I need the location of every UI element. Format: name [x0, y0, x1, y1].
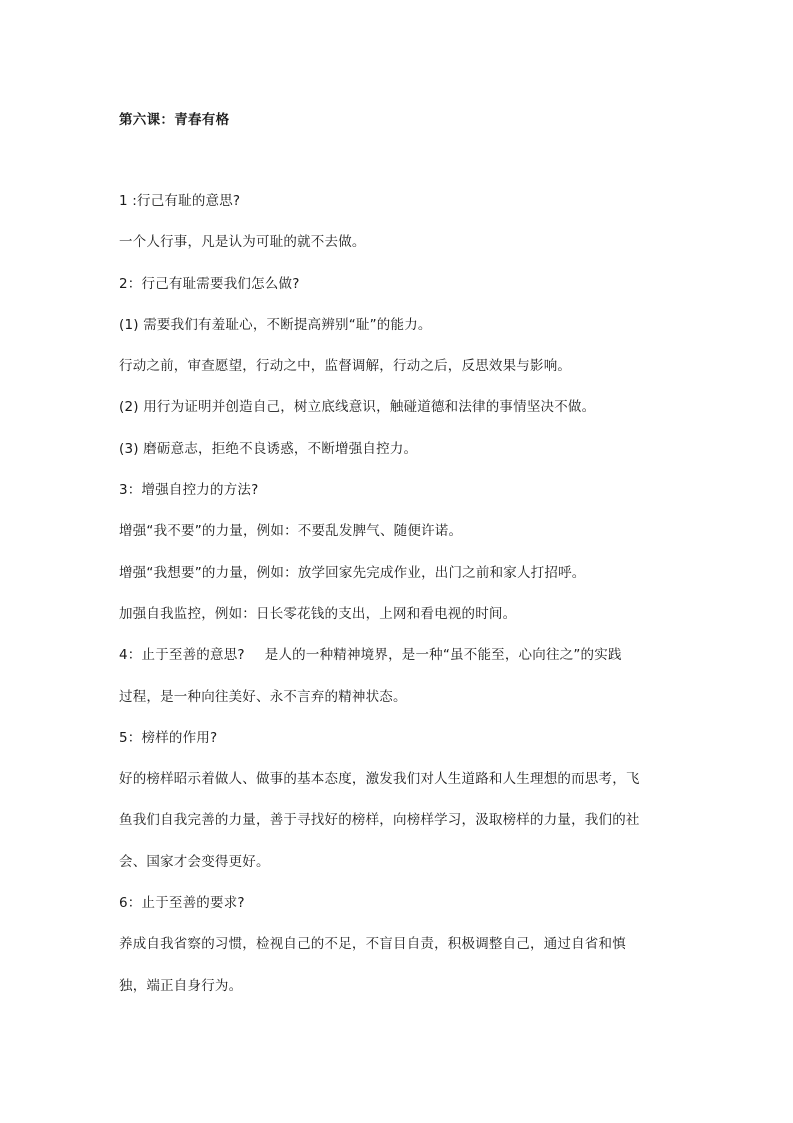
document-body — [119, 184, 679, 1010]
question-2: 2：行己有耻需要我们怎么做? — [119, 275, 300, 292]
question-6: 6：止于至善的要求? — [119, 895, 245, 912]
answer-5-line-3: 会、国家才会变得更好。 — [119, 853, 270, 870]
answer-3-item-2: 增强“我想要”的力量，例如：放学回家先完成作业，出门之前和家人打招呼。 — [119, 564, 586, 581]
answer-1: 一个人行事，凡是认为可耻的就不去做。 — [119, 234, 366, 251]
question-5: 5：榜样的作用? — [119, 729, 218, 746]
answer-2-point-3: (3) 磨砺意志，拒绝不良诱惑，不断增强自控力。 — [119, 440, 418, 457]
question-1: 1 :行己有耻的意思? — [119, 193, 241, 209]
question-4-line — [119, 638, 679, 679]
answer-6-line-2: 独，端正自身行为。 — [119, 977, 243, 994]
answer-5-line-2: 鱼我们自我完善的力量，善于寻找好的榜样，向榜样学习，汲取榜样的力量，我们的社 — [119, 812, 640, 829]
answer-3-item-3: 加强自我监控，例如：日长零花钱的支出，上网和看电视的时间。 — [119, 605, 517, 622]
answer-6-line-1: 养成自我省察的习惯，检视自己的不足，不盲目自责，积极调整自己，通过自省和慎 — [119, 936, 626, 953]
answer-2-point-1-detail: 行动之前，审查愿望，行动之中，监督调解，行动之后，反思效果与影响。 — [119, 358, 572, 375]
answer-4-end: 过程，是一种向往美好、永不言弃的精神状态。 — [119, 688, 407, 705]
answer-3-item-1: 增强“我不要”的力量，例如：不要乱发脾气、随便许诺。 — [119, 523, 463, 540]
answer-2-point-2: (2) 用行为证明并创造自己，树立底线意识，触碰道德和法律的事情坚决不做。 — [119, 399, 596, 416]
question-3: 3：增强自控力的方法? — [119, 482, 259, 499]
question-4-label: 4：止于至善的意思? — [119, 647, 245, 664]
lesson-title: 第六课：青春有格 — [119, 112, 230, 128]
answer-2-point-1: (1) 需要我们有羞耻心，不断提高辨别“耻”的能力。 — [119, 316, 432, 333]
answer-4-start: 是人的一种精神境界，是一种“虽不能至，心向往之”的实践 — [264, 647, 622, 664]
answer-5-line-1: 好的榜样昭示着做人、做事的基本态度，激发我们对人生道路和人生理想的而思考，飞 — [119, 771, 640, 788]
